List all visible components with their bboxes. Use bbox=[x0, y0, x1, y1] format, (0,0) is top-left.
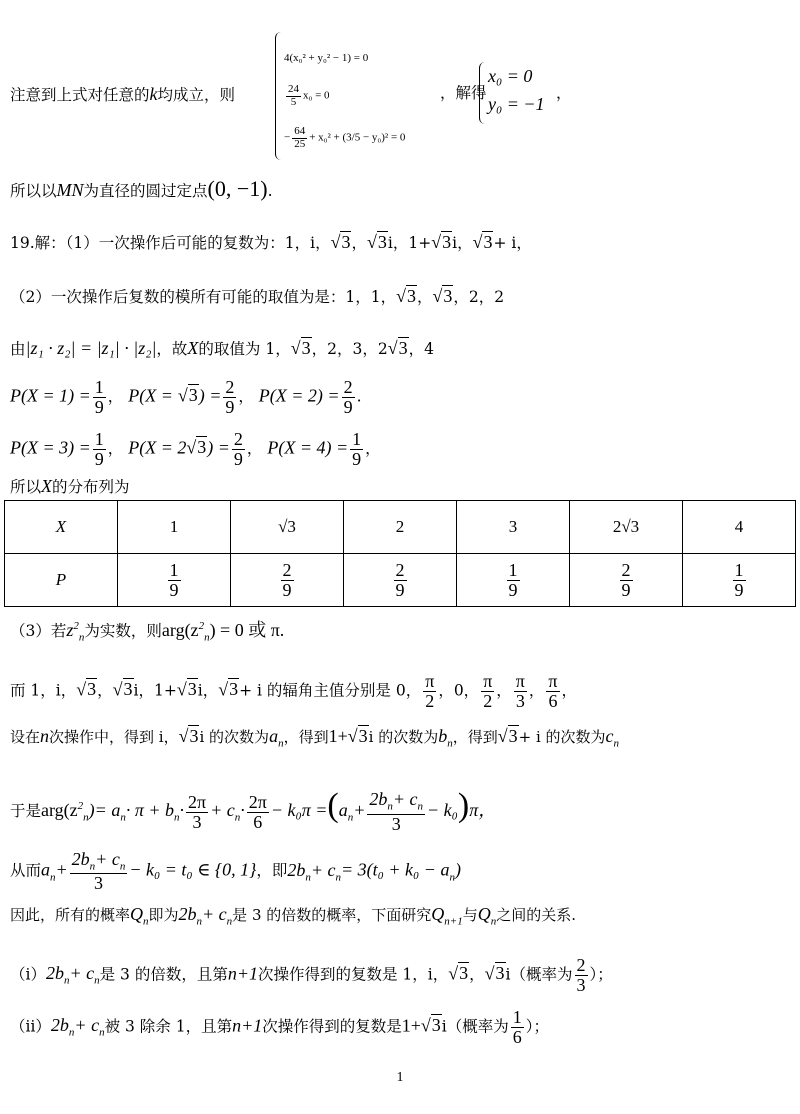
text: ，即 bbox=[256, 861, 288, 880]
den: 9 bbox=[352, 448, 362, 469]
radicand: 3 bbox=[301, 338, 311, 358]
p-eq: ) = bbox=[198, 385, 222, 406]
text: （ⅰ） bbox=[10, 965, 46, 984]
text: · bbox=[240, 800, 245, 820]
radicand: 3 bbox=[377, 232, 387, 252]
text: ， bbox=[107, 439, 124, 458]
sub: n bbox=[120, 811, 126, 824]
den: 2 bbox=[425, 690, 435, 711]
text: 是 3 的倍数的概率，下面研究 bbox=[232, 906, 432, 924]
text: 为直径的圆过定点 bbox=[83, 182, 208, 200]
num: $2b_n+ c_n$ bbox=[369, 789, 424, 814]
text: （3）若 bbox=[10, 622, 67, 640]
text: ， bbox=[107, 387, 124, 406]
text: + c bbox=[310, 859, 336, 880]
radicand: 3 bbox=[483, 232, 493, 252]
text: 次操作得到的复数是 1，i， bbox=[257, 965, 449, 984]
x-cell: 4 bbox=[683, 501, 796, 554]
fraction bbox=[575, 956, 588, 995]
text: ，故 bbox=[156, 340, 188, 358]
text: i 的次数为 bbox=[199, 728, 270, 746]
b-n: $b_n$ bbox=[438, 726, 453, 750]
text: 为实数，则 bbox=[84, 622, 162, 640]
fraction bbox=[93, 378, 106, 417]
paren: ( bbox=[327, 787, 339, 824]
num: 1 bbox=[734, 559, 744, 580]
text: . bbox=[267, 182, 273, 200]
den: 6 bbox=[253, 811, 263, 832]
den: 6 bbox=[548, 690, 558, 711]
text: 注意到上式对任意的 bbox=[10, 86, 150, 104]
num: π bbox=[515, 671, 525, 691]
text: 2b bbox=[71, 849, 90, 869]
fraction bbox=[367, 790, 425, 833]
den: 9 bbox=[508, 579, 518, 600]
text: · bbox=[179, 800, 184, 820]
text: x₀ = 0 bbox=[303, 89, 330, 102]
text: 即为 bbox=[148, 906, 179, 924]
den: 9 bbox=[343, 396, 353, 417]
table-row-x bbox=[5, 501, 796, 554]
part3-line3 bbox=[10, 726, 619, 751]
sqrt3: √3 bbox=[290, 338, 311, 358]
text: i（概率为 bbox=[441, 1017, 509, 1036]
den: 5 bbox=[290, 95, 297, 108]
text: ）； bbox=[589, 965, 613, 984]
text: = 3(t₀ + k₀ − a bbox=[341, 859, 450, 880]
text: + x₀² + (3/5 − y₀)² = 0 bbox=[309, 131, 406, 144]
equation-system-brace bbox=[275, 32, 436, 160]
radicand: 3 bbox=[508, 726, 518, 746]
fraction bbox=[342, 378, 355, 417]
q-n1 bbox=[431, 904, 463, 928]
text: ，1+ bbox=[138, 681, 177, 700]
text: Q bbox=[477, 904, 491, 924]
radicand: 3 bbox=[187, 679, 197, 700]
part3-line4 bbox=[10, 786, 496, 834]
p-cell bbox=[118, 554, 231, 607]
radicand: 3 bbox=[459, 963, 469, 984]
q19-part1: 19.解：（1）一次操作后可能的复数为：1，i，√3，√3i，1+√3i，√3+ i， bbox=[10, 232, 532, 252]
p-eq: P(X = 2) = bbox=[258, 385, 340, 406]
text: 1+ bbox=[328, 726, 348, 746]
fraction bbox=[481, 672, 494, 711]
text: 所以以 bbox=[10, 182, 57, 200]
text: ) = 0 或 π. bbox=[209, 620, 285, 640]
prob-line-1 bbox=[10, 378, 362, 417]
sqrt3: √3 bbox=[218, 679, 239, 700]
sqrt3: √3 bbox=[76, 679, 97, 700]
num: 24 bbox=[288, 83, 299, 95]
text: 由 bbox=[10, 340, 26, 358]
fraction bbox=[511, 1008, 524, 1047]
fraction bbox=[733, 561, 746, 600]
text: ， bbox=[469, 965, 485, 984]
num: 2π bbox=[248, 791, 267, 812]
text: ， bbox=[365, 439, 381, 458]
part3-line6 bbox=[10, 904, 576, 929]
den: 9 bbox=[395, 579, 405, 600]
radicand: 3 bbox=[188, 385, 198, 406]
sqrt3: √3 bbox=[420, 1015, 441, 1036]
den: 2 bbox=[483, 690, 493, 711]
den: 9 bbox=[734, 579, 744, 600]
a-n: $a_n$ bbox=[269, 726, 284, 750]
distribution-table bbox=[4, 500, 796, 607]
num: π bbox=[425, 671, 435, 691]
text: + i 的辐角主值分别是 0， bbox=[239, 681, 422, 700]
paren: ) bbox=[457, 787, 470, 824]
text: − k₀ = t₀ ∈ {0, 1} bbox=[129, 859, 257, 880]
num: 2 bbox=[621, 559, 631, 580]
text: i 的次数为 bbox=[368, 728, 439, 746]
expr: $2b_n+ c_n$ bbox=[287, 859, 341, 884]
p-cell bbox=[457, 554, 570, 607]
part3-line5 bbox=[10, 850, 461, 893]
intro-line bbox=[10, 84, 235, 106]
q-n: $Q_n$ bbox=[477, 904, 497, 928]
var-x: X bbox=[187, 338, 199, 358]
x-cell: 2√3 bbox=[570, 501, 683, 554]
sqrt3: √3 bbox=[186, 437, 207, 458]
var-n1: n+1 bbox=[232, 1015, 263, 1036]
text: 因此，所有的概率 bbox=[10, 906, 131, 924]
x-cell: 3 bbox=[457, 501, 570, 554]
expr: $2b_n+ c_n$ bbox=[178, 904, 233, 928]
text: ，得到 bbox=[283, 728, 329, 746]
fraction bbox=[507, 561, 520, 600]
solution-end: ， bbox=[556, 84, 572, 102]
text: + c bbox=[69, 963, 95, 984]
text: ，2，3，2 bbox=[311, 340, 388, 358]
p-cell bbox=[231, 554, 344, 607]
den: 9 bbox=[94, 396, 104, 417]
text: 是 3 的倍数，且第 bbox=[99, 965, 228, 984]
num: 64 bbox=[294, 125, 306, 137]
den: 9 bbox=[233, 448, 243, 469]
sub-n: $^2_n$ bbox=[198, 620, 210, 644]
radicand: 3 bbox=[341, 232, 351, 252]
sub: n+1 bbox=[444, 915, 463, 928]
zn-squared: $z^2_n$ bbox=[66, 620, 85, 644]
fraction bbox=[350, 430, 363, 469]
arg: arg(z bbox=[41, 800, 78, 820]
x-cell: √3 bbox=[231, 501, 344, 554]
text: 次操作得到的复数是 bbox=[262, 1017, 402, 1036]
radicand: 3 bbox=[495, 963, 505, 984]
part3-line2: 而 1，i，√3，√3i，1+√3i，√3+ i 的辐角主值分别是 0， $\frac{\pi}{2}$ ，0， $\frac{\pi}{2}$ ， $\frac{\pi}{3}$ ， $\frac{\pi}{6}$ ， bbox=[10, 671, 578, 711]
text: 之间的关系. bbox=[496, 906, 576, 924]
system-eq-1: 4(x₀² + y₀² − 1) = 0 bbox=[284, 52, 369, 64]
num: π bbox=[483, 671, 493, 691]
text: 2b bbox=[287, 859, 306, 880]
text: 均成立，则 bbox=[157, 86, 236, 104]
den: 9 bbox=[225, 396, 235, 417]
fraction bbox=[546, 672, 559, 711]
radicand: 3 bbox=[123, 679, 133, 700]
fraction bbox=[620, 561, 633, 600]
sqrt3: √3 bbox=[448, 963, 469, 984]
text: π， bbox=[469, 800, 497, 820]
num: π bbox=[548, 671, 558, 691]
text: 被 3 除余 1，且第 bbox=[104, 1017, 233, 1036]
den: 25 bbox=[294, 137, 306, 150]
text: · π + b bbox=[125, 800, 174, 820]
num: 2π bbox=[188, 791, 207, 812]
text: . bbox=[356, 387, 362, 406]
num: 1 bbox=[352, 429, 362, 449]
sub: n bbox=[347, 811, 354, 824]
text: + c bbox=[202, 904, 227, 924]
sub: n bbox=[50, 871, 56, 884]
text: 2b bbox=[50, 1015, 69, 1036]
p-eq: P(X = 4) = bbox=[267, 437, 349, 458]
text: 而 1，i， bbox=[10, 681, 77, 700]
fraction bbox=[93, 430, 106, 469]
page-number: 1 bbox=[396, 1070, 404, 1085]
text: i（概率为 bbox=[505, 965, 573, 984]
den: 3 bbox=[192, 811, 202, 832]
solution-x0: x₀ = 0 bbox=[488, 66, 533, 86]
text: ，1+ bbox=[392, 234, 432, 252]
den: 9 bbox=[169, 579, 179, 600]
text: i， bbox=[197, 681, 219, 700]
radicand: 3 bbox=[443, 286, 453, 306]
x-cell: 1 bbox=[118, 501, 231, 554]
p-cell bbox=[683, 554, 796, 607]
fraction bbox=[70, 850, 128, 893]
fixed-point-line bbox=[10, 176, 273, 202]
sqrt3: √3 bbox=[387, 338, 408, 358]
text: Q bbox=[130, 904, 144, 924]
fraction bbox=[281, 561, 294, 600]
num: 1 bbox=[169, 559, 179, 580]
table-row-p bbox=[5, 554, 796, 607]
fraction bbox=[292, 126, 307, 150]
sub-n: $^2_n$) bbox=[77, 800, 95, 824]
num: 2 bbox=[395, 559, 405, 580]
prob-line-2 bbox=[10, 430, 381, 469]
num: 1 bbox=[94, 429, 104, 449]
text: 设在 bbox=[10, 728, 41, 746]
den: 9 bbox=[621, 579, 631, 600]
fraction bbox=[223, 378, 236, 417]
p-eq: P(X = bbox=[128, 385, 173, 406]
var-x: X bbox=[41, 476, 53, 496]
radicand: 3 bbox=[406, 286, 416, 306]
q19-part2: （2）一次操作后复数的模所有可能的取值为是：1，1，√3，√3，2，2 bbox=[10, 286, 505, 306]
fraction bbox=[514, 672, 527, 711]
row-label-x: X bbox=[5, 501, 118, 554]
text: ，0， bbox=[438, 681, 480, 700]
text: + c bbox=[392, 789, 418, 810]
expr: $2b_n+ c_n$ bbox=[45, 963, 100, 987]
sqrt3: √3 bbox=[112, 679, 133, 700]
text: ) bbox=[454, 859, 461, 880]
num: 1 bbox=[94, 377, 104, 397]
sqrt3: √3 bbox=[472, 232, 493, 252]
den: 3 bbox=[391, 813, 401, 834]
text: + i， bbox=[493, 234, 532, 252]
text: + bbox=[55, 859, 68, 880]
text: 的分布列为 bbox=[52, 478, 130, 496]
num: 2 bbox=[233, 429, 243, 449]
var-mn: MN bbox=[56, 180, 84, 200]
sub: n bbox=[174, 811, 180, 824]
text: + c bbox=[74, 1015, 100, 1036]
q19-part2-values bbox=[10, 338, 434, 360]
text: 于是 bbox=[10, 802, 42, 820]
system-eq-2 bbox=[284, 84, 330, 108]
sqrt3: √3 bbox=[347, 726, 368, 746]
den: 3 bbox=[93, 873, 103, 894]
text: ）； bbox=[525, 1017, 550, 1036]
num: $2b_n+ c_n$ bbox=[71, 849, 126, 873]
p-cell bbox=[344, 554, 457, 607]
text: ，得到 bbox=[452, 728, 498, 746]
text: a bbox=[338, 800, 348, 820]
sqrt3: √3 bbox=[431, 232, 452, 252]
sub: n bbox=[449, 871, 455, 884]
x-cell: 2 bbox=[344, 501, 457, 554]
p-eq: P(X = 1) = bbox=[10, 385, 91, 406]
text: 1+ bbox=[401, 1015, 421, 1036]
num: 2 bbox=[343, 377, 353, 397]
sqrt3: √3 bbox=[176, 679, 197, 700]
p-eq: P(X = 2 bbox=[128, 437, 187, 458]
radicand: 3 bbox=[442, 232, 452, 252]
text: 19.解：（1）一次操作后可能的复数为：1，i， bbox=[10, 234, 331, 252]
radicand: 3 bbox=[229, 679, 239, 700]
c-n: $c_n$ bbox=[605, 726, 620, 750]
fraction bbox=[286, 84, 301, 108]
text: （ⅱ） bbox=[10, 1017, 51, 1036]
row-label-p: P bbox=[5, 554, 118, 607]
sqrt3: √3 bbox=[432, 286, 453, 306]
p-eq: ) = bbox=[207, 437, 230, 458]
solve-text: ，解得 bbox=[440, 84, 487, 102]
radicand: 3 bbox=[358, 726, 368, 746]
radicand: 3 bbox=[197, 437, 207, 458]
text: 2b bbox=[45, 963, 64, 984]
case-ii bbox=[10, 1008, 549, 1047]
text: + i 的次数为 bbox=[518, 728, 606, 746]
text: 的取值为 1， bbox=[198, 340, 291, 358]
num: 1 bbox=[512, 1007, 522, 1027]
sqrt3: √3 bbox=[178, 726, 199, 746]
arg: arg(z bbox=[161, 620, 199, 640]
fraction bbox=[186, 793, 208, 832]
den: 9 bbox=[94, 448, 104, 469]
sqrt3: √3 bbox=[177, 385, 198, 406]
sqrt3: √3 bbox=[330, 232, 351, 252]
text: 2b bbox=[178, 904, 197, 924]
p-cell bbox=[570, 554, 683, 607]
text: − k₀π = bbox=[270, 800, 328, 820]
text: + bbox=[353, 800, 366, 820]
p-eq: P(X = 3) = bbox=[10, 437, 91, 458]
den: 6 bbox=[512, 1026, 522, 1047]
num: 1 bbox=[508, 559, 518, 580]
solution-brace bbox=[479, 62, 560, 124]
text: − k₀ bbox=[427, 800, 458, 820]
text: 从而 bbox=[10, 861, 42, 880]
radicand: 3 bbox=[431, 1015, 441, 1036]
text: （2）一次操作后复数的模所有可能的取值为是：1，1， bbox=[10, 288, 397, 306]
num: 2 bbox=[576, 955, 586, 975]
text: a bbox=[41, 859, 51, 880]
radicand: 3 bbox=[398, 338, 408, 358]
den: 3 bbox=[515, 690, 525, 711]
point: (0, −1) bbox=[207, 176, 268, 201]
den: 9 bbox=[282, 579, 292, 600]
sub: n bbox=[234, 811, 241, 824]
text: 2b bbox=[369, 789, 388, 810]
num: 2 bbox=[282, 559, 292, 580]
text: ， bbox=[238, 387, 254, 406]
text: 所以 bbox=[10, 478, 42, 496]
text: Q bbox=[431, 904, 445, 924]
sqrt3: √3 bbox=[484, 963, 505, 984]
var-k: k bbox=[149, 84, 158, 104]
sqrt3: √3 bbox=[396, 286, 416, 306]
text: = a bbox=[94, 800, 121, 820]
radicand: 3 bbox=[189, 726, 199, 746]
var-n: n bbox=[40, 726, 50, 746]
radicand: 3 bbox=[87, 679, 97, 700]
case-i bbox=[10, 956, 613, 995]
part3-line1 bbox=[10, 620, 284, 645]
num: 2 bbox=[225, 377, 235, 397]
fraction bbox=[232, 430, 245, 469]
sqrt3: √3 bbox=[497, 726, 518, 746]
var-n1: n+1 bbox=[227, 963, 258, 984]
text: ，2，2 bbox=[453, 288, 505, 306]
system-eq-3: − $\frac{64}{25}$ + x₀² + (3/5 − y₀)² = 0 bbox=[284, 125, 406, 150]
text: 与 bbox=[462, 906, 478, 924]
fraction bbox=[423, 672, 436, 711]
solution-y0: y₀ = −1 bbox=[488, 94, 545, 114]
fraction bbox=[247, 793, 269, 832]
q-n: $Q_n$ bbox=[130, 904, 149, 928]
fraction bbox=[168, 561, 181, 600]
text: 次操作中，得到 i， bbox=[49, 728, 179, 746]
text: i， bbox=[452, 234, 473, 252]
expr: $2b_n+ c_n$ bbox=[50, 1015, 105, 1039]
fraction bbox=[394, 561, 407, 600]
dist-intro bbox=[10, 476, 130, 498]
text: + c bbox=[210, 800, 235, 820]
text: ， bbox=[246, 439, 263, 458]
text: ，4 bbox=[408, 340, 434, 358]
text: + c bbox=[95, 849, 120, 869]
modulus-eq: |z₁ · z₂| = |z₁| · |z₂| bbox=[25, 338, 157, 358]
den: 3 bbox=[576, 974, 586, 995]
sqrt3: √3 bbox=[367, 232, 387, 252]
